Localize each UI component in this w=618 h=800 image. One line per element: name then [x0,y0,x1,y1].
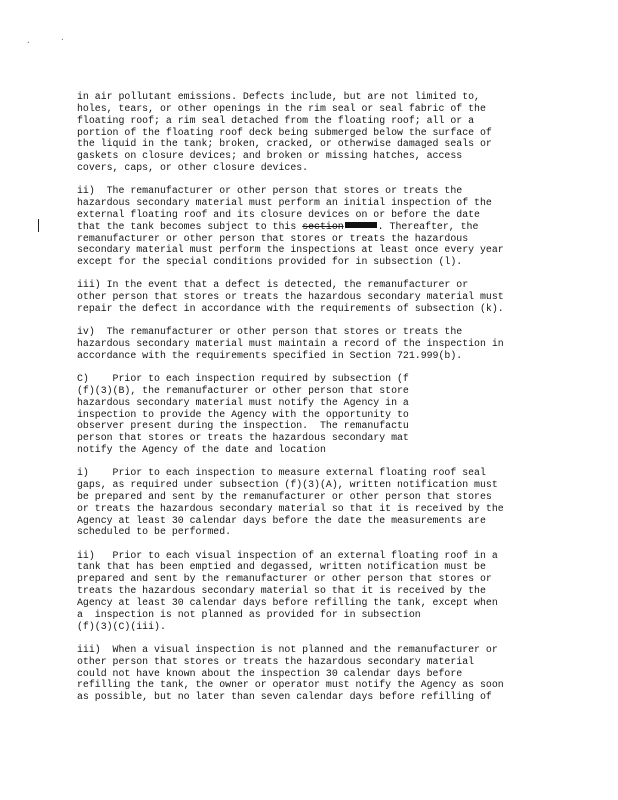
text-line: i) Prior to each inspection to measure external floating roof seal [77,467,486,479]
text-line: hazardous secondary material must perform an initial inspection of the [77,197,492,209]
paragraph-i-seal-gap [77,467,551,538]
text-line: ii) Prior to each visual inspection of an external floating roof in a [77,549,498,561]
text-line: iii) When a visual inspection is not planned and the remanufacturer or [77,643,498,655]
text-line: person that stores or treats the hazardous secondary mat [77,432,409,444]
text-line-with-redaction [77,221,551,233]
text-line: gaps, as required under subsection (f)(3)(A), written notification must [77,479,498,491]
paragraph-ii-initial-inspection [77,185,551,268]
text-line: iv) The remanufacturer or other person that stores or treats the [77,326,463,338]
text-line: accordance with the requirements specified in Section 721.999(b). [77,349,463,361]
text-line: external floating roof and its closure devices on or before the date [77,208,480,220]
text-segment: that the tank becomes subject to this [77,220,303,232]
text-line: in air pollutant emissions. Defects include, but are not limited to, [77,91,480,102]
text-line: holes, tears, or other openings in the rim seal or seal fabric of the [77,102,486,114]
text-line: could not have known about the inspection 30 calendar days before [77,667,463,679]
text-line: be prepared and sent by the remanufacturer or other person that stores [77,490,492,502]
text-line: gaskets on closure devices; and broken or missing hatches, access [77,150,463,162]
text-line: scheduled to be performed. [77,526,232,538]
text-line: C) Prior to each inspection required by subsection (f [77,373,409,385]
paragraph-ii-visual-inspection [77,550,551,633]
text-line: Agency at least 30 calendar days before refilling the tank, except when [77,597,498,608]
paragraph-iii-repair [77,279,551,315]
text-line: notify the Agency of the date and location [77,444,326,456]
text-line: other person that stores or treats the hazardous secondary material [77,655,475,667]
text-line: except for the special conditions provided for in subsection (l). [77,256,463,268]
text-line: portion of the floating roof deck being submerged below the surface of [77,126,492,138]
text-line: remanufacturer or other person that stores or treats the hazardous [77,232,469,244]
text-line: treats the hazardous secondary material so that it is received by the [77,585,486,597]
document-body [77,91,551,714]
text-line: Agency at least 30 calendar days before the date the measurements are [77,514,486,526]
text-line: covers, caps, or other closure devices. [77,162,309,174]
paragraph-defects [77,91,551,174]
text-line: iii) In the event that a defect is detected, the remanufacturer or [77,279,469,291]
text-line: tank that has been emptied and degassed, written notification must be [77,561,486,573]
text-line: as possible, but no later than seven calendar days before refilling of [77,691,492,703]
paragraph-iv-record [77,326,551,362]
paragraph-c-notify [77,373,551,456]
text-line: secondary material must perform the inspections at least once every year [77,244,504,256]
text-line: hazardous secondary material must maintain a record of the inspection in [77,338,504,350]
text-line: (f)(3)(C)(iii). [77,620,166,632]
struck-word: section [302,220,344,232]
text-line: prepared and sent by the remanufacturer or other person that stores or [77,573,492,585]
paragraph-iii-unplanned [77,644,551,703]
text-line: or treats the hazardous secondary material so that it is received by the [77,502,504,514]
text-line: (f)(3)(B), the remanufacturer or other person that store [77,384,409,396]
text-line: the liquid in the tank; broken, cracked, or otherwise damaged seals or [77,138,492,150]
redaction-block [345,222,377,228]
text-segment: . Thereafter, the [377,220,479,232]
text-line: refilling the tank, the owner or operator must notify the Agency as soon [77,679,504,691]
text-line: repair the defect in accordance with the requirements of subsection (k). [77,303,504,315]
text-line: other person that stores or treats the hazardous secondary material must [77,291,504,303]
text-line: observer present during the inspection. The remanufactu [77,420,409,432]
text-line: floating roof; a rim seal detached from the floating roof; all or a [77,114,475,126]
scan-speck: . [26,36,34,45]
revision-margin-bar [38,219,39,232]
text-line: hazardous secondary material must notify the Agency in a [77,396,409,408]
text-line: a inspection is not planned as provided for in subsection [77,608,421,620]
text-line: inspection to provide the Agency with the opportunity to [77,408,409,420]
scan-speck: . [60,33,68,42]
text-line: ii) The remanufacturer or other person that stores or treats the [77,185,463,197]
